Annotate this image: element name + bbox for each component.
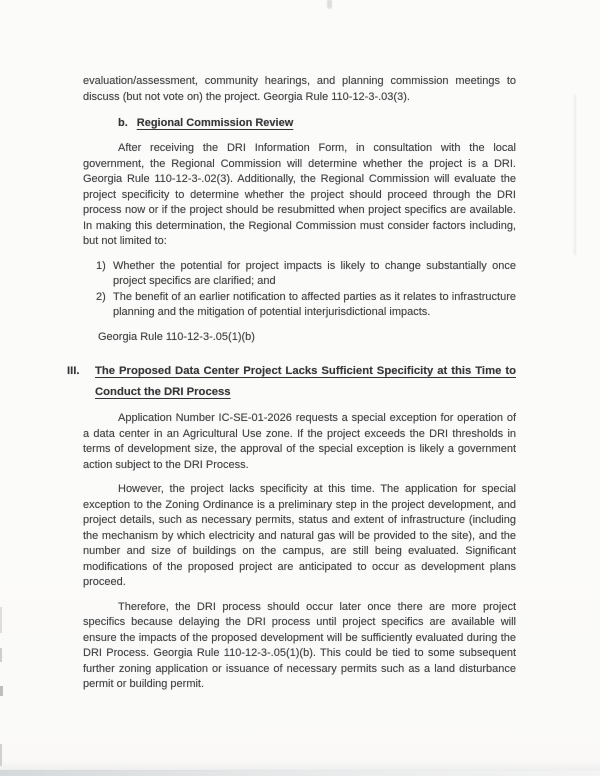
- list-item-number: 1): [96, 259, 106, 272]
- list-item-text: Whether the potential for project impacts is likely to change substantially once project specifics are clarified; and: [113, 259, 516, 287]
- paragraph-however: However, the project lacks specificity at this time. The application for special exception to the Zoning Ordinance is a preliminary step in the project development, and project details, such as necessary permits, status and extent of infrastructure (including the mechanism by which electricity and natural gas will be provided to the site), and the number and size of buildings on the campus, are still being evaluated. Significant modifications of the proposed project are anticipated to occur as development plans proceed.: [83, 483, 516, 588]
- section-heading-iii: [67, 361, 516, 402]
- paragraph-after-receiving: After receiving the DRI Information Form, in consultation with the local government, the Regional Commission will determine whether the project is a DRI. Georgia Rule 110-12-3-.02(3). Additionally, the Regional Commission will evaluate the project specificity to determine whether the project should proceed through the DRI process now or if the project should be resubmitted when project specifics are available. In making this determination, the Regional Commission must consider factors including, but not limited to:: [83, 142, 516, 247]
- list-item: [83, 259, 516, 290]
- rule-citation: Georgia Rule 110-12-3-.05(1)(b): [98, 330, 255, 343]
- paragraph-continuation: evaluation/assessment, community hearings, and planning commission meetings to discuss (but not vote on) the project. Georgia Rule 110-12-3-.03(3).: [83, 75, 516, 103]
- list-item: [83, 290, 516, 321]
- numbered-list: [83, 259, 516, 321]
- list-item-text: The benefit of an earlier notification to affected parties as it relates to infrastructure planning and the mitigation of potential interjurisdictional impacts.: [113, 290, 516, 318]
- scan-edge-mark: [0, 686, 3, 696]
- scan-bottom-shadow: [0, 770, 600, 776]
- section-heading-title: The Proposed Data Center Project Lacks Sufficient Specificity at this Time to Conduct the DRI Process: [95, 365, 516, 398]
- paragraph-application: Application Number IC-SE-01-2026 requests a special exception for operation of a data center in an Agricultural Use zone. If the project exceeds the DRI thresholds in terms of development size, the approval of the special exception is likely a government action subject to the DRI Process.: [83, 412, 516, 471]
- scan-edge-mark: [0, 648, 2, 662]
- section-roman-numeral: III.: [67, 365, 80, 377]
- scan-edge-mark: [0, 744, 2, 766]
- document-body: [67, 74, 516, 693]
- scan-edge-mark: [0, 607, 2, 633]
- scan-streak: [574, 95, 576, 255]
- list-item-number: 2): [96, 290, 106, 303]
- subheading-regional-commission-review: [83, 115, 516, 131]
- scan-bottom-shadow-fade: [0, 761, 600, 771]
- paragraph-therefore: Therefore, the DRI process should occur later once there are more project specifics because delaying the DRI process until project specifics are available will ensure the impacts of the proposed development will be sufficiently evaluated during the DRI Process. Georgia Rule 110-12-3-.05(1)(b). This could be tied to some subsequent further zoning application or issuance of necessary permits such as a land disturbance permit or building permit.: [83, 600, 516, 690]
- subheading-letter: b.: [118, 117, 128, 129]
- subheading-title: Regional Commission Review: [136, 117, 294, 129]
- scan-smudge-top: [327, 0, 332, 9]
